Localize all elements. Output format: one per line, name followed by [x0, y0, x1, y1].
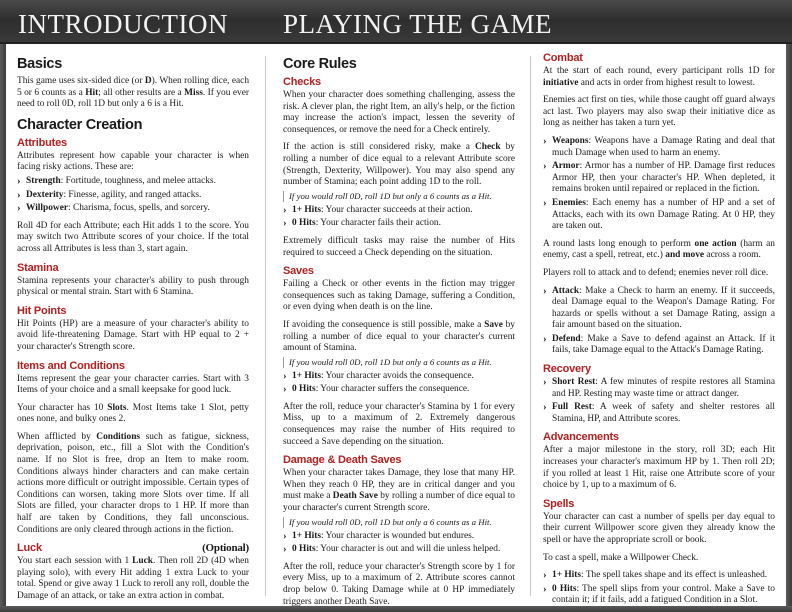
players-roll-text: Players roll to attack and to defend; enemies never roll dice.	[543, 267, 769, 278]
zero-dice-note: If you would roll 0D, roll 1D but only a 6 counts as a Hit.	[283, 517, 515, 528]
list-item: › Defend: Make a Save to defend against an Attack. If it fails, take Damage equal to the Attack's Damage Rating.	[543, 334, 775, 357]
damage-text: When your character takes Damage, they lose that many HP. When they reach 0 HP, they are in critical danger and you must make a Death Save by rolling a number of dice equal to your character's current Strength score.	[283, 468, 515, 514]
column-divider	[265, 56, 266, 596]
ties-text: Enemies act first on ties, while those caught off guard always act last. Two players may also swap their initiative dice as long as neither has taken a turn yet.	[543, 95, 775, 129]
attributes-list	[17, 176, 249, 215]
list-item: › 0 Hits: The spell slips from your control. Make a Save to contain it; if it fails, add a fatigued Condition in a Slot.	[543, 584, 775, 607]
list-item: › 1+ Hits: Your character succeeds at their action.	[283, 205, 515, 217]
combat-gear-list	[543, 136, 775, 233]
spells-text: Your character can cast a number of spells per day equal to their current Willpower score given they already know the spell or have the appropriate scroll or book.	[543, 511, 775, 545]
damage-death-saves-heading: Damage & Death Saves	[283, 454, 402, 467]
checks-heading: Checks	[283, 76, 321, 88]
list-item: › Dexterity: Finesse, agility, and ranged attacks.	[17, 190, 249, 202]
attributes-roll-text: Roll 4D for each Attribute; each Hit adds 1 to the score. You may switch two Attribute scores of your choice. If the total across all Attributes is less than 3, start again.	[17, 220, 249, 254]
list-item: › Full Rest: A week of safety and shelter restores all Stamina, HP, and Attribute scores.	[543, 402, 775, 425]
check-results-list	[283, 205, 515, 230]
spells-heading: Spells	[543, 497, 575, 510]
zero-dice-note: If you would roll 0D, roll 1D but only a 6 counts as a Hit.	[283, 191, 515, 202]
list-item: › Armor: Armor has a number of HP. Damage first reduces Armor HP, then your character's HP. When depleted, it remains broken until repaired or replaced in the fiction.	[543, 161, 775, 196]
conditions-text: When afflicted by Conditions such as fatigue, sickness, deprivation, poison, etc., fill a Slot with the Condition's name. If no Slot is free, drop an Item to make room. Conditions always hinder characters and can make certain actions more difficult or outright impossible. Certain types of Conditions can worsen, taking more Slots over time. If all Slots are filled, your character drops to 1 HP. If more than half are taken by Conditions, they fall unconscious. Conditions are only cleared through actions in the fiction.	[17, 431, 249, 535]
combat-heading: Combat	[543, 52, 583, 64]
save-results-list	[283, 371, 515, 396]
right-border	[786, 44, 792, 612]
round-text: A round lasts long enough to perform one action (harm an enemy, cast a spell, retreat, etc.) and move across a room.	[543, 238, 775, 261]
advancements-text: After a major milestone in the story, roll 3D; each Hit increases your character's maximum HP by 1. Then roll 2D; if you rolled at least 1 Hit, raise one Attribute score of your choice by 1, up to a maximum of 6.	[543, 445, 775, 491]
advancements-heading: Advancements	[543, 431, 619, 444]
zero-dice-note: If you would roll 0D, roll 1D but only a 6 counts as a Hit.	[283, 357, 515, 368]
page-header	[0, 0, 792, 44]
introduction-title: INTRODUCTION	[18, 9, 228, 39]
list-item: › Strength: Fortitude, toughness, and melee attacks.	[17, 176, 249, 188]
list-item: › 1+ Hits: Your character is wounded but endures.	[283, 531, 515, 543]
luck-heading: Luck (Optional)	[17, 542, 249, 555]
recovery-heading: Recovery	[543, 363, 591, 376]
checks-text: When your character does something challenging, assess the risk. A clever plan, the right Item, an ally's help, or the fiction may increase the action's impact, lessen the severity of consequences, or remove the need for a Check entirely.	[283, 90, 515, 135]
recovery-list	[543, 377, 775, 425]
slots-text: Your character has 10 Slots. Most Items take 1 Slot, petty ones none, and bulky ones 2.	[17, 402, 249, 425]
death-save-after-text: After the roll, reduce your character's Strength score by 1 for every Miss, up to a maximum of 2. Attribute scores cannot drop below 0. Taking Damage while at 0 HP immediately triggers another Death Save.	[283, 561, 515, 607]
list-item: › Enemies: Each enemy has a number of HP and a set of Attacks, each with its own Damage Rating. At 0 HP, they are taken out.	[543, 198, 775, 233]
left-border	[0, 44, 6, 612]
difficult-tasks-text: Extremely difficult tasks may raise the number of Hits required to succeed a Check depending on the situation.	[283, 235, 515, 258]
basics-text: This game uses six-sided dice (or D). When rolling dice, each 5 or 6 counts as a Hit; all other results are a Miss. If you ever need to roll 0D, roll 1D but only a 6 is a Hit.	[17, 76, 250, 110]
introduction-column	[17, 52, 250, 601]
cast-spell-text: To cast a spell, make a Willpower Check.	[543, 552, 699, 563]
list-item: › 1+ Hits: Your character avoids the consequence.	[283, 371, 515, 383]
save-roll-text: If avoiding the consequence is still possible, make a Save by rolling a number of dice equal to your character's current amount of Stamina.	[283, 319, 515, 354]
column-divider	[530, 56, 531, 596]
core-rules-heading: Core Rules	[283, 56, 357, 72]
check-roll-text: If the action is still considered risky, make a Check by rolling a number of dice equal to a relevant Attribute score (Strength, Dexterity, Willpower). You may also spend any number of Stamina; each point adding 1D to the roll.	[283, 142, 515, 188]
list-item: › Attack: Make a Check to harm an enemy. If it succeeds, deal Damage equal to the Weapon's Damage Rating. For hazards or spells without a set Damage Rating, assign a fair amount based on the situation.	[543, 286, 775, 332]
items-conditions-heading: Items and Conditions	[17, 359, 125, 372]
initiative-text: At the start of each round, every participant rolls 1D for initiative and acts in order from highest result to lowest.	[543, 66, 775, 88]
list-item: › Willpower: Charisma, focus, spells, and sorcery.	[17, 203, 249, 215]
combat-column	[543, 52, 775, 606]
save-after-roll-text: After the roll, reduce your character's Stamina by 1 for every Miss, up to a maximum of 2. Extremely dangerous consequences may raise the number of Hits required to succeed a Save depending on the situation.	[283, 401, 515, 447]
hit-points-text: Hit Points (HP) are a measure of your character's ability to avoid life-threatening Damage. Start with HP equal to 2 + your character's Strength score.	[17, 318, 249, 352]
spell-results-list	[543, 570, 775, 607]
hit-points-heading: Hit Points	[17, 304, 67, 317]
character-creation-heading: Character Creation	[17, 116, 143, 133]
saves-heading: Saves	[283, 265, 314, 278]
list-item: › 0 Hits: Your character fails their action.	[283, 218, 515, 230]
stamina-text: Stamina represents your character's ability to push through physical or mental strain. Start with 6 Stamina.	[17, 275, 249, 298]
core-rules-column	[283, 52, 515, 607]
list-item: › 0 Hits: Your character is out and will die unless helped.	[283, 544, 515, 556]
attributes-heading: Attributes	[17, 136, 67, 149]
basics-heading: Basics	[17, 56, 62, 72]
list-item: › 1+ Hits: The spell takes shape and its effect is unleashed.	[543, 570, 775, 582]
list-item: › 0 Hits: Your character suffers the consequence.	[283, 384, 515, 396]
optional-label: (Optional)	[202, 542, 249, 555]
items-text: Items represent the gear your character carries. Start with 3 Items of your choice and a small keepsake for good luck.	[17, 373, 249, 396]
list-item: › Short Rest: A few minutes of respite restores all Stamina and HP. Resting may waste time or attract danger.	[543, 377, 775, 400]
saves-text: Failing a Check or other events in the fiction may trigger consequences such as taking Damage, suffering a Condition, or even dying when death is on the line.	[283, 279, 515, 313]
death-save-results-list	[283, 531, 515, 556]
attack-defend-list	[543, 286, 775, 358]
stamina-heading: Stamina	[17, 261, 59, 274]
playing-the-game-title: PLAYING THE GAME	[283, 9, 553, 39]
luck-text: You start each session with 1 Luck. Then roll 2D (4D when playing solo), with every Hit adding 1 extra Luck to your total. Spend or give away 1 Luck to reroll any roll, double the Damage of an attack, or take an extra action in combat.	[17, 556, 249, 601]
list-item: › Weapons: Weapons have a Damage Rating and deal that much Damage when used to harm an enemy.	[543, 136, 775, 159]
attributes-intro: Attributes represent how capable your character is when facing risky actions. These are:	[17, 150, 249, 173]
